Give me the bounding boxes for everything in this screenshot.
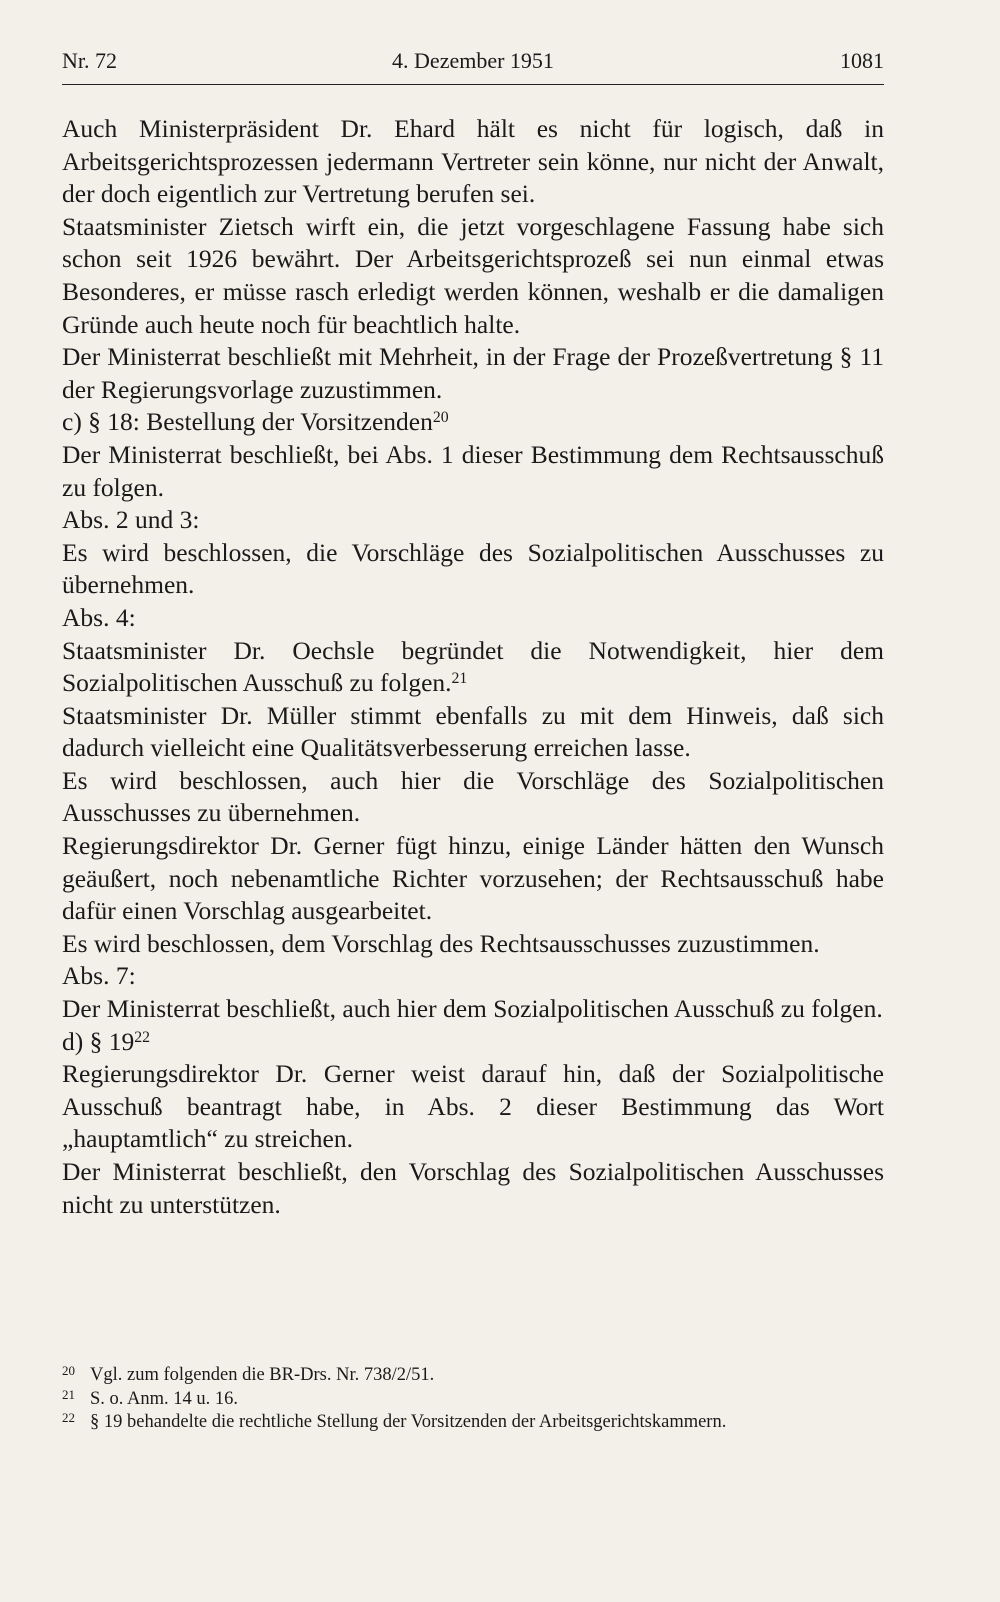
footnote [62, 1364, 884, 1388]
section-heading-text: c) § 18: Bestellung der Vorsitzenden [62, 407, 433, 437]
paragraph: Der Ministerrat beschließt, den Vorschlag des Sozialpolitischen Ausschusses nicht zu unterstützen. [62, 1157, 884, 1219]
paragraph: Der Ministerrat beschließt mit Mehrheit, in der Frage der Prozeßvertretung § 11 der Regierungsvorlage zuzustimmen. [62, 342, 884, 404]
footnote-text: § 19 behandelte die rechtliche Stellung der Vorsitzenden der Arbeitsgerichtskammern. [90, 1412, 727, 1432]
subsection-label: Abs. 2 und 3: [62, 505, 200, 535]
page-header [62, 44, 884, 85]
body-text [62, 113, 884, 1221]
paragraph: Staatsminister Zietsch wirft ein, die jetzt vorgeschlagene Fassung habe sich schon seit 1926 bewährt. Der Arbeitsgerichtsprozeß sei nun einmal etwas Besonderes, er müsse rasch erledigt werden können, weshalb er die damaligen Gründe auch heute noch für beachtlich halte. [62, 211, 884, 339]
section-heading-text: d) § 19 [62, 1026, 135, 1056]
paragraph: Regierungsdirektor Dr. Gerner weist darauf hin, daß der Sozialpolitische Ausschuß beantragt habe, in Abs. 2 dieser Bestimmung das Wort „hauptamtlich“ zu streichen. [62, 1059, 884, 1154]
section-heading [62, 406, 884, 439]
paragraph: Es wird beschlossen, dem Vorschlag des Rechtsausschusses zuzustimmen. [62, 928, 820, 958]
document-number: Nr. 72 [62, 48, 117, 73]
footnote-number: 20 [62, 1363, 75, 1378]
page-number: 1081 [840, 48, 884, 73]
paragraph: Es wird beschlossen, auch hier die Vorschläge des Sozialpolitischen Ausschusses zu übernehmen. [62, 765, 884, 828]
paragraph-text: Staatsminister Dr. Oechsle begründet die Notwendigkeit, hier dem Sozialpolitischen Ausschuß zu folgen. [62, 635, 884, 698]
subsection-label: Abs. 4: [62, 602, 136, 632]
footnote [62, 1388, 884, 1412]
paragraph [62, 635, 884, 700]
paragraph: Der Ministerrat beschließt, auch hier dem Sozialpolitischen Ausschuß zu folgen. [62, 994, 883, 1024]
paragraph: Regierungsdirektor Dr. Gerner fügt hinzu, einige Länder hätten den Wunsch geäußert, noch nebenamtliche Richter vorzusehen; der Rechtsausschuß habe dafür einen Vorschlag ausgearbeitet. [62, 831, 884, 926]
footnote-ref[interactable]: 22 [134, 1028, 151, 1046]
footnote-number: 22 [62, 1410, 75, 1425]
paragraph: Staatsminister Dr. Müller stimmt ebenfalls zu mit dem Hinweis, daß sich dadurch vielleicht eine Qualitätsverbesserung erreichen lasse. [62, 700, 884, 763]
paragraph: Auch Ministerpräsident Dr. Ehard hält es nicht für logisch, daß in Arbeitsgerichtsprozessen jedermann Vertreter sein könne, nur nicht der Anwalt, der doch eigentlich zur Vertretung berufen sei. [62, 114, 884, 209]
footnote-number: 21 [62, 1386, 75, 1402]
page-date: 4. Dezember 1951 [392, 48, 554, 73]
section-heading [62, 1026, 884, 1059]
footnote-ref[interactable]: 20 [432, 409, 449, 427]
footnote-ref[interactable]: 21 [451, 670, 468, 688]
footnotes [62, 1364, 884, 1435]
paragraph: Der Ministerrat beschließt, bei Abs. 1 dieser Bestimmung dem Rechtsausschuß zu folgen. [62, 439, 884, 502]
paragraph: Es wird beschlossen, die Vorschläge des Sozialpolitischen Ausschusses zu übernehmen. [62, 537, 884, 600]
subsection-label: Abs. 7: [62, 961, 136, 991]
footnote [62, 1411, 884, 1435]
footnote-text: S. o. Anm. 14 u. 16. [90, 1388, 239, 1409]
footnote-text: Vgl. zum folgenden die BR-Drs. Nr. 738/2/51. [90, 1365, 435, 1385]
